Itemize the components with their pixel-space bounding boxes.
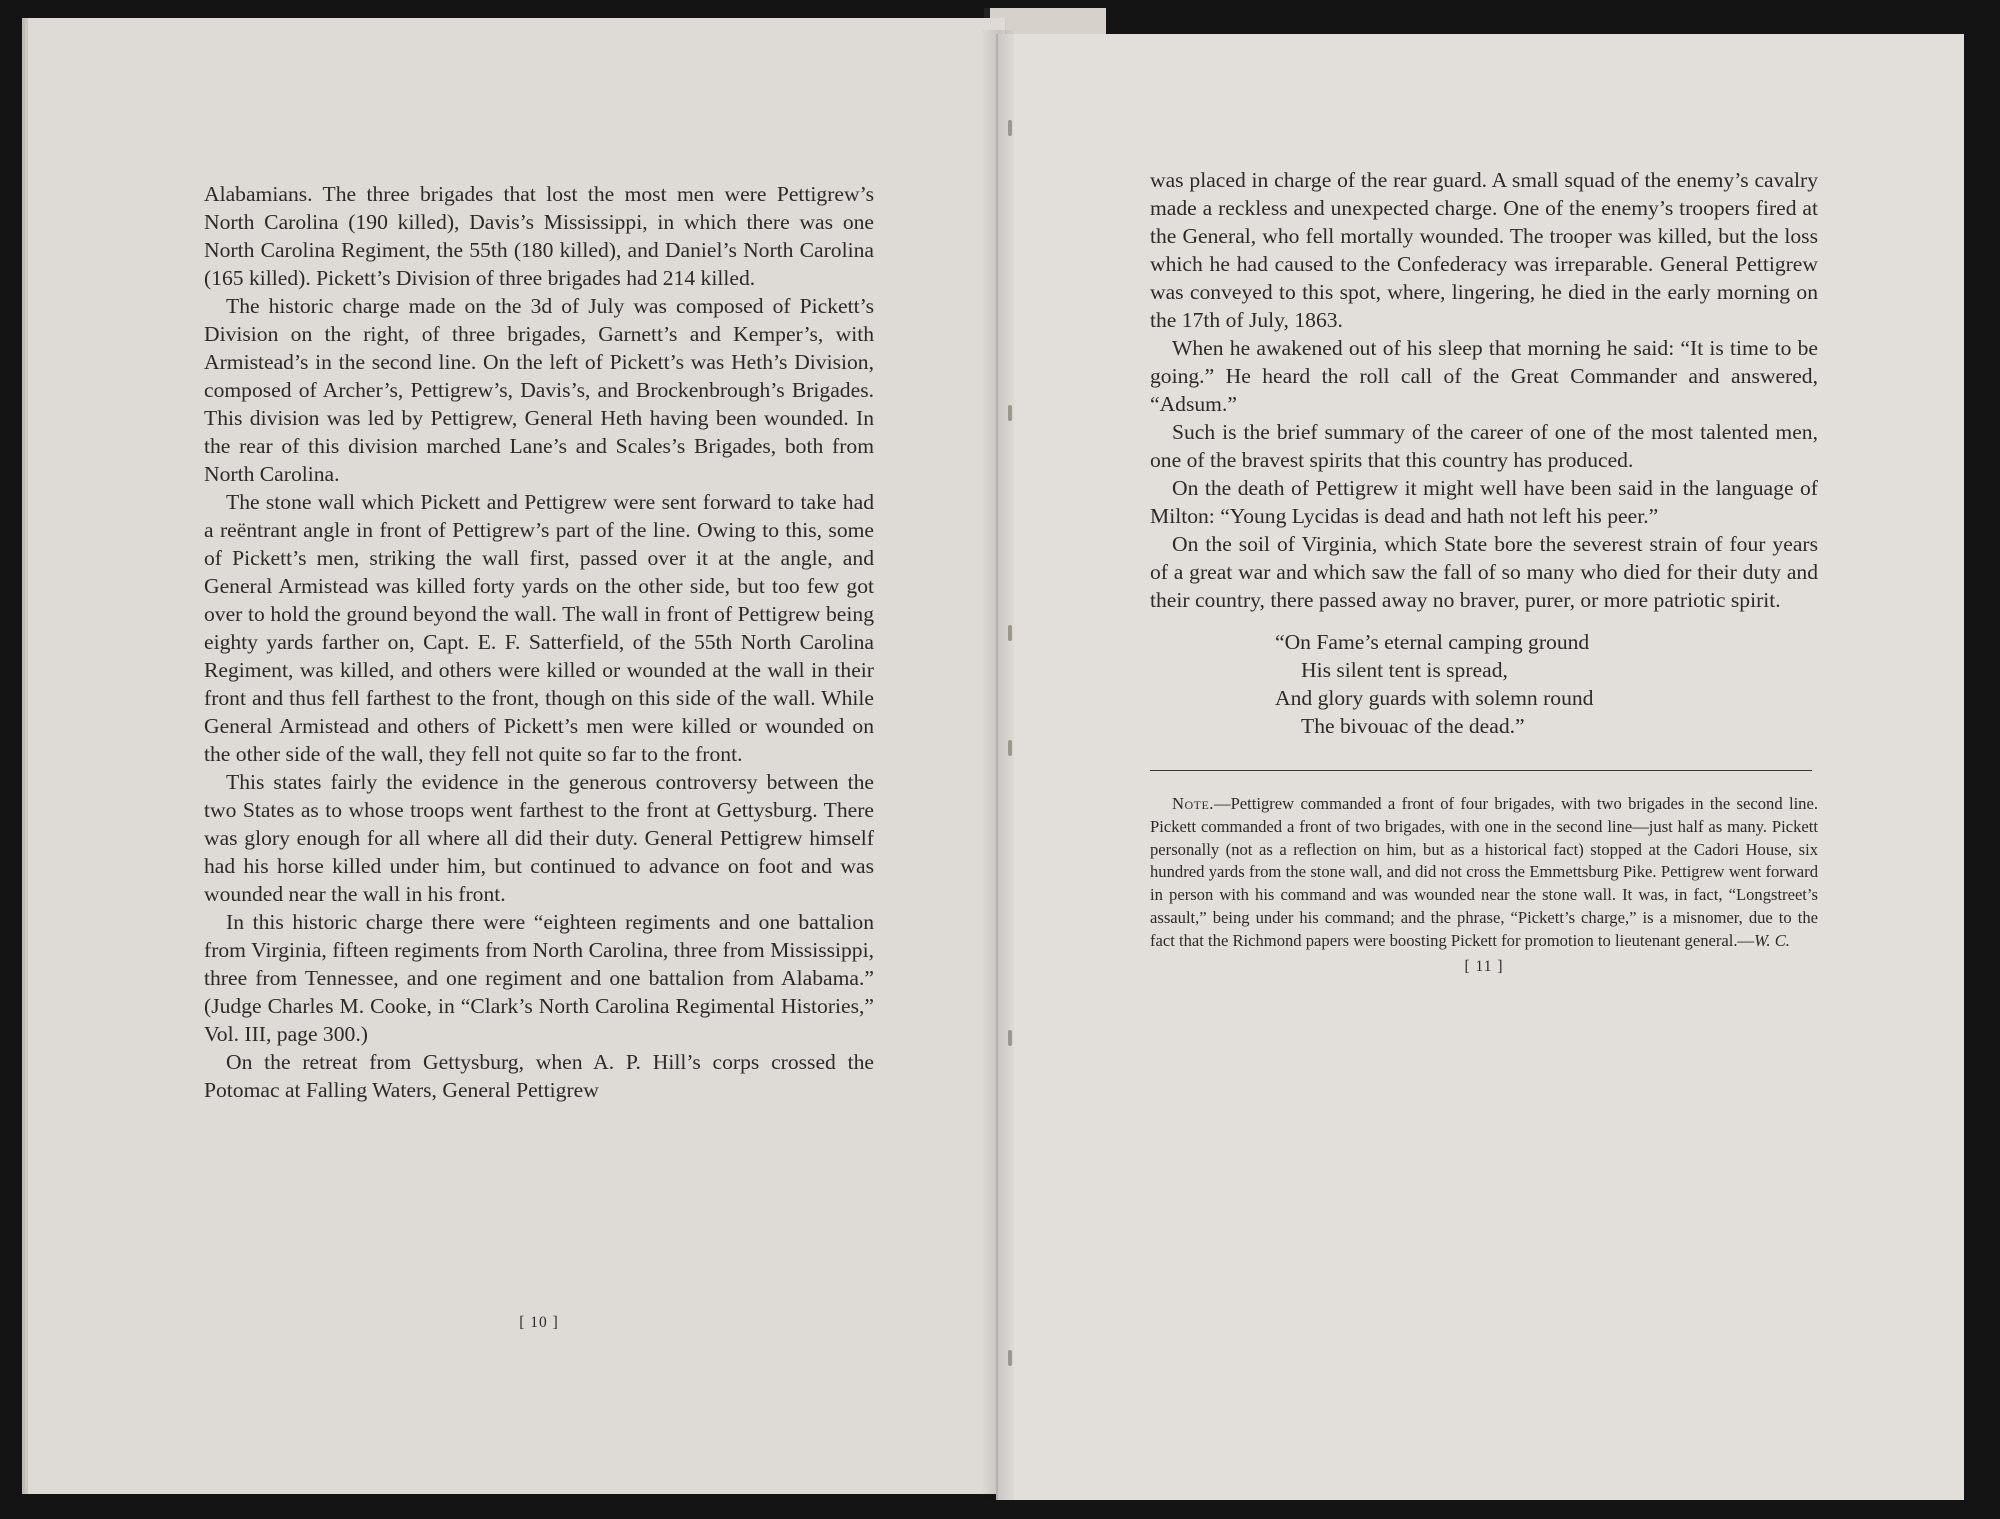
body-paragraph: This states fairly the evidence in the generous controversy between the two States as to whose troops went farthest to the front at Gettysburg. There was glory enough for all where all did their duty. General Pettigrew himself had his horse killed under him, but continued to advance on foot and was wounded near the wall in his front. <box>204 770 874 906</box>
body-paragraph: The stone wall which Pickett and Pettigrew were sent forward to take had a reëntrant angle in front of Pettigrew’s part of the line. Owing to this, some of Pickett’s men, striking the wall first, passed over it at the angle, and General Armistead was killed forty yards on the other side, but too few got over to hold the ground beyond the wall. The wall in front of Pettigrew being eighty yards farther on, Capt. E. F. Satterfield, of the 55th North Carolina Regiment, was killed, and others were killed or wounded at the wall in their front and thus fell farthest to the front, though on this side of the wall. While General Armistead and others of Pickett’s men were killed or wounded on the other side of the wall, they fell not quite so far to the front. <box>204 490 874 766</box>
verse-line: And glory guards with solemn round <box>1275 686 1594 710</box>
verse-line: “On Fame’s eternal camping ground <box>1275 630 1590 654</box>
body-paragraph: On the death of Pettigrew it might well have been said in the language of Milton: “Young Lycidas is dead and hath not left his peer.” <box>1150 476 1818 528</box>
body-paragraph: On the retreat from Gettysburg, when A. P. Hill’s corps crossed the Potomac at Falling Waters, General Pettigrew <box>204 1050 874 1102</box>
body-paragraph: The historic charge made on the 3d of July was composed of Pickett’s Division on the right, of three brigades, Garnett’s and Kemper’s, with Armistead’s in the second line. On the left of Pickett’s was Heth’s Division, composed of Archer’s, Pettigrew’s, Davis’s, and Brockenbrough’s Brigades. This division was led by Pettigrew, General Heth having been wounded. In the rear of this division marched Lane’s and Scales’s Brigades, both from North Carolina. <box>204 294 874 486</box>
verse-line: His silent tent is spread, <box>1301 658 1508 682</box>
binding-stitch <box>1008 740 1012 756</box>
gutter-shadow <box>980 30 1014 1500</box>
footnote-signature: W. C. <box>1754 930 1790 950</box>
binding-stitch <box>1008 1350 1012 1366</box>
verse-quotation <box>1275 628 1818 740</box>
footnote-label: Note. <box>1172 794 1214 813</box>
body-paragraph: On the soil of Virginia, which State bore the severest strain of four years of a great war and which saw the fall of so many who died for their duty and their country, there passed away no braver, purer, or more patriotic spirit. <box>1150 532 1818 612</box>
binding-stitch <box>1008 625 1012 641</box>
body-paragraph: When he awakened out of his sleep that morning he said: “It is time to be going.” He heard the roll call of the Great Commander and answered, “Adsum.” <box>1150 336 1818 416</box>
footnote-text: —Pettigrew commanded a front of four brigades, with two brigades in the second line. Pickett commanded a front of two brigades, with one in the second line—just half as many. Pickett personally (not as a reflection on him, but as a historical fact) stopped at the Cadori House, six hundred yards from the stone wall, and did not cross the Emmettsburg Pike. Pettigrew went forward in person with his command and was wounded near the stone wall. It was, in fact, “Longstreet’s assault,” being under his command; and the phrase, “Pickett’s charge,” is a misnomer, due to the fact that the Richmond papers were boosting Pickett for promotion to lieutenant general.— <box>1150 794 1818 950</box>
footnote-divider <box>1150 770 1812 771</box>
binding-stitch <box>1008 405 1012 421</box>
page-number: [ 10 ] <box>519 1314 559 1331</box>
body-paragraph: Alabamians. The three brigades that lost the most men were Pettigrew’s North Carolina (190 killed), Davis’s Mississippi, in which there was one North Carolina Regiment, the 55th (180 killed), and Daniel’s North Carolina (165 killed). Pickett’s Division of three brigades had 214 killed. <box>204 182 874 290</box>
binding-stitch <box>1008 1030 1012 1046</box>
footnote <box>1150 793 1818 953</box>
left-text-column <box>204 180 874 1104</box>
binding-stitch <box>1008 120 1012 136</box>
verse-line: The bivouac of the dead.” <box>1301 714 1525 738</box>
page-number: [ 11 ] <box>1464 957 1504 975</box>
body-paragraph: was placed in charge of the rear guard. A small squad of the enemy’s cavalry made a reckless and unexpected charge. One of the enemy’s troopers fired at the General, who fell mortally wounded. The trooper was killed, but the loss which he had caused to the Confederacy was irreparable. General Pettigrew was conveyed to this spot, where, lingering, he died in the early morning on the 17th of July, 1863. <box>1150 168 1818 332</box>
body-paragraph: Such is the brief summary of the career of one of the most talented men, one of the bravest spirits that this country has produced. <box>1150 420 1818 472</box>
right-text-column <box>1150 166 1818 977</box>
body-paragraph: In this historic charge there were “eighteen regiments and one battalion from Virginia, fifteen regiments from North Carolina, three from Mississippi, three from Tennessee, and one regiment and one battalion from Alabama.” (Judge Charles M. Cooke, in “Clark’s North Carolina Regimental Histories,” Vol. III, page 300.) <box>204 910 874 1046</box>
